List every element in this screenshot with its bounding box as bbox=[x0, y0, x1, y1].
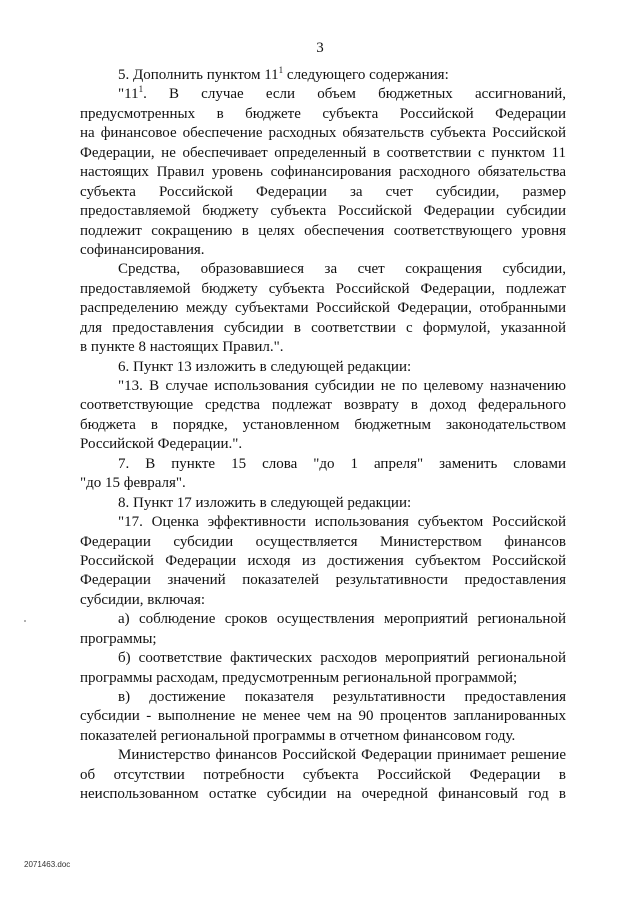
text-line-tail: следующего содержания: bbox=[283, 67, 449, 83]
page-number: 3 bbox=[316, 40, 324, 56]
text-line-content: "13. В случае использования субсидии не по целевому назначению bbox=[118, 378, 566, 394]
text-line-content: субсидии, включая: bbox=[80, 591, 206, 608]
text-line-content: субъекта Российской Федерации за счет субсидии, размер bbox=[80, 183, 566, 200]
text-line-content: настоящих Правил уровень софинансирования расходного обязательства bbox=[80, 164, 566, 181]
text-line-content: в пункте 8 настоящих Правил.". bbox=[80, 339, 284, 356]
text-line bbox=[80, 649, 566, 668]
document-body bbox=[80, 66, 566, 805]
text-line-content: Федерации субсидии осуществляется Министерством финансов bbox=[80, 533, 566, 550]
text-line-content: программы расходам, предусмотренным региональной программой; bbox=[80, 669, 518, 686]
text-line bbox=[80, 241, 566, 260]
text-line bbox=[80, 183, 566, 202]
text-line bbox=[80, 727, 566, 746]
text-line-content: б) соответствие фактических расходов мероприятий региональной bbox=[118, 650, 566, 667]
text-line-content: 5. Дополнить пунктом 11 bbox=[118, 67, 279, 83]
text-line bbox=[80, 222, 566, 241]
text-line-content: предоставляемой бюджету субъекта Российской Федерации, подлежат bbox=[80, 280, 566, 297]
text-line-content: Российской Федерации.". bbox=[80, 436, 243, 453]
text-line-content: Российской Федерации исходя из достижения субъектом Российской bbox=[80, 552, 566, 569]
superscript: 1 bbox=[138, 84, 144, 95]
text-line-content: Министерство финансов Российской Федерации принимает решение bbox=[118, 747, 566, 764]
text-line bbox=[80, 202, 566, 221]
text-line bbox=[80, 513, 566, 532]
text-line bbox=[80, 571, 566, 590]
text-line bbox=[80, 358, 566, 377]
text-line bbox=[80, 163, 566, 182]
text-line-content: бюджета в порядке, установленном бюджетным законодательством bbox=[80, 416, 566, 433]
text-line bbox=[80, 591, 566, 610]
text-line bbox=[80, 707, 566, 726]
text-line-content: "11 bbox=[118, 86, 139, 103]
text-line-content: об отсутствии потребности субъекта Российской Федерации в bbox=[80, 766, 566, 783]
text-line bbox=[80, 144, 566, 163]
text-line-content: Средства, образовавшиеся за счет сокращения субсидии, bbox=[118, 261, 566, 278]
text-line bbox=[80, 396, 566, 415]
text-line bbox=[80, 105, 566, 124]
text-line bbox=[80, 377, 566, 396]
text-line-content: 8. Пункт 17 изложить в следующей редакции: bbox=[118, 494, 412, 511]
text-line bbox=[80, 416, 566, 435]
text-line bbox=[80, 66, 566, 85]
text-line-content: "до 15 февраля". bbox=[80, 475, 186, 492]
text-line bbox=[80, 610, 566, 629]
text-line bbox=[80, 260, 566, 279]
text-line-content: для предоставления субсидии в соответствии с формулой, указанной bbox=[80, 319, 566, 336]
text-line bbox=[80, 785, 566, 804]
footer-filename: 2071463.doc bbox=[24, 860, 71, 869]
text-line bbox=[80, 338, 566, 357]
text-line-content: Федерации значений показателей результативности предоставления bbox=[80, 572, 566, 589]
text-line bbox=[80, 280, 566, 299]
text-line bbox=[80, 319, 566, 338]
text-line bbox=[80, 455, 566, 474]
text-line-content: "17. Оценка эффективности использования субъектом Российской bbox=[118, 514, 566, 531]
text-line bbox=[80, 474, 566, 493]
text-line bbox=[80, 533, 566, 552]
text-line bbox=[80, 688, 566, 707]
text-line bbox=[80, 85, 566, 104]
text-line-content: в) достижение показателя результативности предоставления bbox=[118, 689, 566, 705]
text-line-content: распределению между субъектами Российской Федерации, отобранными bbox=[80, 300, 566, 317]
text-line-tail: . В случае если объем бюджетных ассигнований, bbox=[143, 86, 566, 103]
text-line-content: 7. В пункте 15 слова "до 1 апреля" заменить словами bbox=[118, 455, 566, 472]
text-line-content: на финансовое обеспечение расходных обязательств субъекта Российской bbox=[80, 125, 566, 142]
text-line bbox=[80, 124, 566, 143]
text-line-content: программы; bbox=[80, 630, 157, 647]
text-line-content: соответствующие средства подлежат возврату в доход федерального bbox=[80, 397, 566, 414]
text-line bbox=[80, 494, 566, 513]
text-line bbox=[80, 552, 566, 571]
text-line-content: показателей региональной программы в отчетном финансовом году. bbox=[80, 727, 516, 744]
text-line-content: Федерации, не обеспечивает определенный в соответствии с пунктом 11 bbox=[80, 144, 566, 161]
text-line-content: предоставляемой бюджету субъекта Российской Федерации субсидии bbox=[80, 203, 566, 220]
text-line bbox=[80, 299, 566, 318]
text-line-content: софинансирования. bbox=[80, 241, 205, 258]
text-line-content: предусмотренных в бюджете субъекта Российской Федерации bbox=[80, 105, 566, 122]
text-line-content: субсидии - выполнение не менее чем на 90 процентов запланированных bbox=[80, 708, 566, 725]
text-line-content: подлежит сокращению в целях обеспечения соответствующего уровня bbox=[80, 222, 566, 239]
text-line-content: неиспользованном остатке субсидии на очередной финансовый год в bbox=[80, 786, 566, 803]
superscript: 1 bbox=[278, 65, 284, 75]
text-line-content: 6. Пункт 13 изложить в следующей редакции: bbox=[118, 358, 412, 375]
text-line bbox=[80, 630, 566, 649]
text-line-content: а) соблюдение сроков осуществления мероприятий региональной bbox=[118, 611, 566, 628]
scan-mark bbox=[24, 620, 26, 622]
text-line bbox=[80, 669, 566, 688]
text-line bbox=[80, 766, 566, 785]
text-line bbox=[80, 746, 566, 765]
text-line bbox=[80, 435, 566, 454]
